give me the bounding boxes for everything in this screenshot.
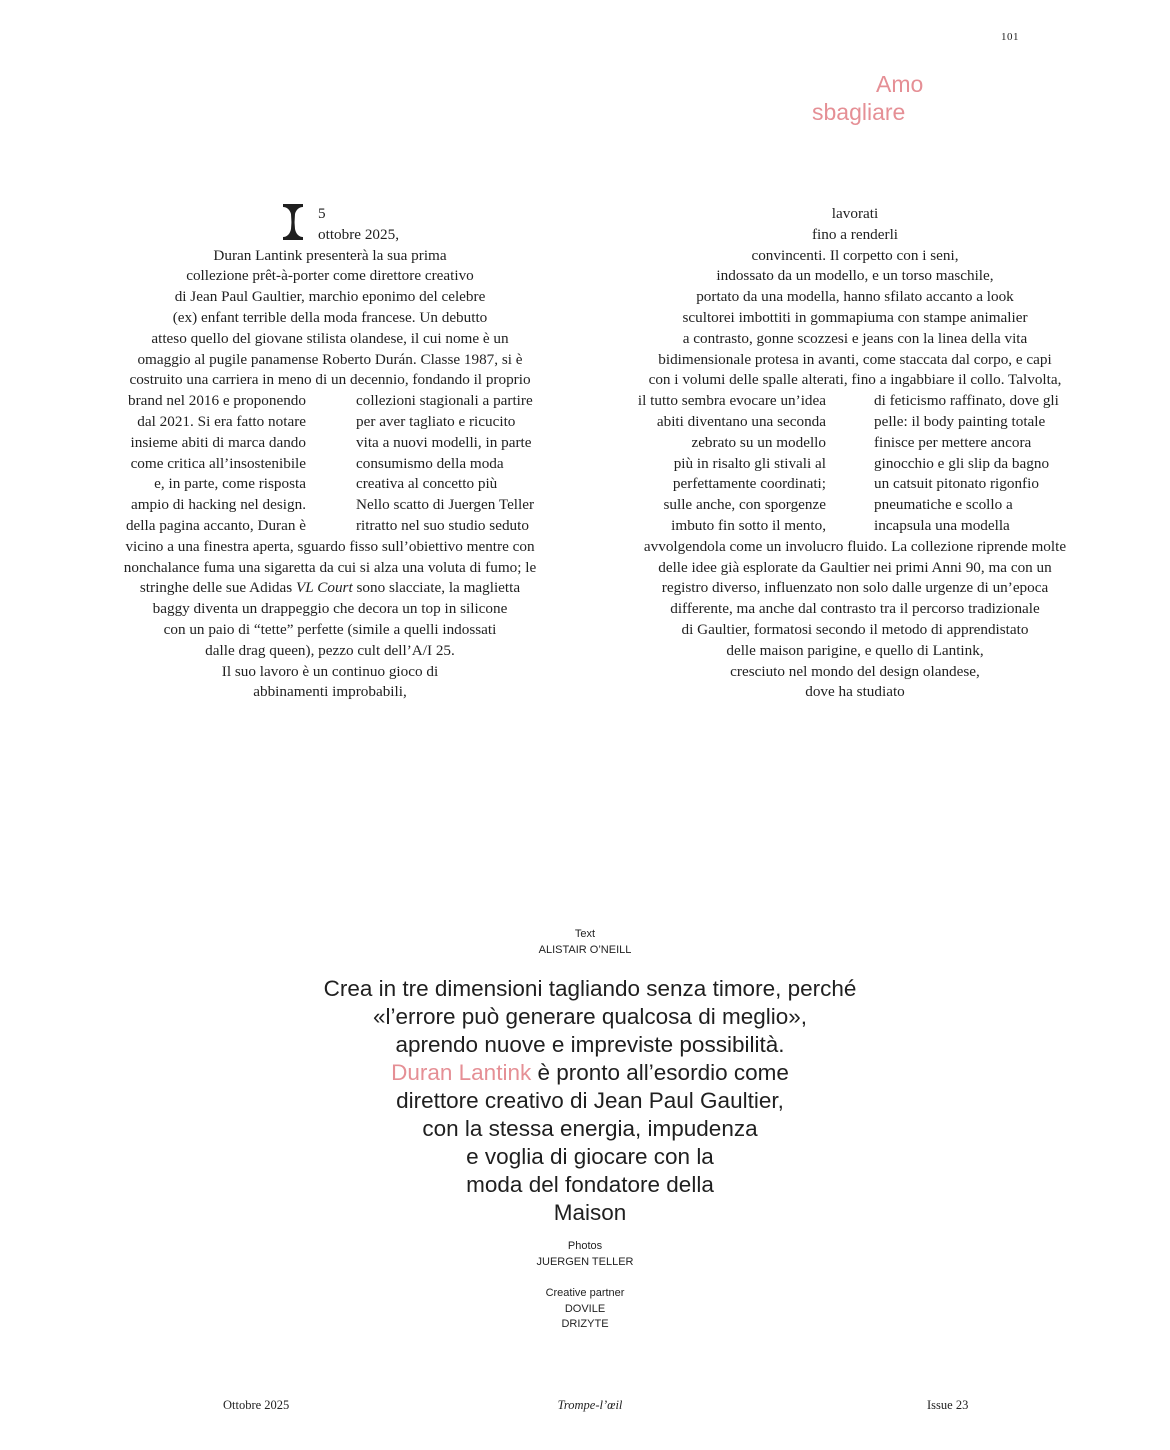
article-line: collezione prêt-à-porter come direttore creativo [186, 267, 474, 285]
article-line-segment: e, in parte, come risposta [154, 475, 306, 493]
article-line: indossato da un modello, e un torso maschile, [716, 267, 994, 285]
pull-quote-line: Crea in tre dimensioni tagliando senza timore, perché [323, 976, 857, 1001]
article-left-column [70, 204, 590, 703]
article-line: Il suo lavoro è un continuo gioco di [221, 662, 439, 680]
credit-creative-name-1: DOVILE [564, 1302, 606, 1315]
article-line: delle maison parigine, e quello di Lantink, [726, 641, 984, 659]
article-line: con un paio di “tette” perfette (simile a quelli indossati [163, 620, 497, 638]
pull-quote-line [235, 1059, 945, 1087]
article-line: costruito una carriera in meno di un decennio, fondando il proprio [129, 371, 531, 389]
credit-creative-partner [435, 1286, 735, 1333]
article-line [600, 454, 1110, 475]
article-line-segment: ampio di hacking nel design. [130, 496, 306, 514]
article-line-segment: per aver tagliato e ricucito [356, 412, 516, 430]
article-right-column [600, 204, 1110, 703]
pull-quote-line: aprendo nuove e impreviste possibilità. [395, 1032, 785, 1057]
article-line-segment: ritratto nel suo studio seduto [356, 516, 529, 534]
footer-magazine-title: Trompe-l’œil [557, 1398, 623, 1412]
pull-quote-line: con la stessa energia, impudenza [422, 1116, 758, 1141]
article-line [70, 516, 590, 537]
footer-issue: Issue 23 [927, 1398, 969, 1412]
article-line: avvolgendola come un involucro fluido. La collezione riprende molte [643, 537, 1067, 555]
article-line: atteso quello del giovane stilista olandese, il cui nome è un [151, 329, 509, 347]
pull-quote [235, 975, 945, 1227]
article-line [600, 474, 1110, 495]
article-line: omaggio al pugile panamense Roberto Durán. Classe 1987, si è [137, 350, 523, 368]
article-line-segment: pneumatiche e scollo a [874, 496, 1013, 514]
article-line: portato da una modella, hanno sfilato accanto a look [696, 288, 1014, 306]
credit-photos-name: JUERGEN TELLER [536, 1255, 634, 1268]
pull-quote-highlight-rest: è pronto all’esordio come [531, 1060, 789, 1085]
pull-quote-line: «l’errore può generare qualcosa di meglio», [372, 1004, 807, 1029]
article-line: lavorati [831, 205, 879, 222]
article-line-segment: brand nel 2016 e proponendo [128, 392, 306, 410]
article-line [70, 474, 590, 495]
article-line-segment: insieme abiti di marca dando [130, 433, 306, 451]
article-line [600, 516, 1110, 537]
article-line: dove ha studiato [805, 683, 905, 701]
credit-text-name: ALISTAIR O’NEILL [538, 943, 632, 956]
article-line-segment: un catsuit pitonato rigonfio [874, 475, 1039, 493]
article-line [600, 495, 1110, 516]
article-line-segment: Nello scatto di Juergen Teller [356, 496, 535, 514]
article-line-segment: di feticismo raffinato, dove gli [874, 392, 1059, 410]
footer-date: Ottobre 2025 [223, 1398, 290, 1412]
article-line-segment: perfettamente coordinati; [672, 475, 826, 493]
pull-quote-line: e voglia di giocare con la [466, 1144, 714, 1169]
article-line-segment: sulle anche, con sporgenze [663, 496, 826, 514]
article-line: abbinamenti improbabili, [253, 683, 407, 701]
article-line [70, 391, 590, 412]
article-line [70, 412, 590, 433]
article-line: nonchalance fuma una sigaretta da cui si alza una voluta di fumo; le [123, 558, 537, 576]
pull-quote-highlight: Duran Lantink [391, 1060, 532, 1085]
article-line: a contrasto, gonne scozzesi e jeans con la linea della vita [682, 329, 1028, 347]
article-line-segment: consumismo della moda [356, 454, 504, 472]
article-line: registro diverso, influenzato non solo dalle urgenze di un’epoca [661, 579, 1049, 597]
article-line: ottobre 2025, [318, 225, 399, 243]
article-line: 5 [318, 205, 326, 222]
credit-text-role: Text [574, 928, 596, 940]
article-line: di Gaultier, formatosi secondo il metodo di apprendistato [681, 620, 1029, 638]
article-line: bidimensionale protesa in avanti, come staccata dal corpo, e capi [658, 350, 1052, 368]
article-line [600, 433, 1110, 454]
pull-quote-line: Maison [553, 1200, 627, 1225]
article-line-segment: il tutto sembra evocare un’idea [637, 392, 826, 410]
article-line-segment: dal 2021. Si era fatto notare [137, 412, 306, 430]
article-line [600, 391, 1110, 412]
credit-creative-role: Creative partner [545, 1287, 625, 1299]
article-line: con i volumi delle spalle alterati, fino a ingabbiare il collo. Talvolta, [648, 371, 1062, 389]
article-line: convincenti. Il corpetto con i seni, [751, 246, 959, 264]
article-line: Duran Lantink presenterà la sua prima [213, 246, 447, 264]
article-line [600, 412, 1110, 433]
article-line-segment: più in risalto gli stivali al [673, 454, 826, 472]
article-line-segment: zebrato su un modello [691, 433, 826, 451]
article-line: delle idee già esplorate da Gaultier nei primi Anni 90, ma con un [658, 558, 1052, 576]
headline-line-2: sbagliare [812, 99, 906, 125]
article-line: cresciuto nel mondo del design olandese, [730, 662, 980, 680]
credit-photos [435, 1239, 735, 1270]
article-line: baggy diventa un drappeggio che decora un top in silicone [152, 600, 508, 618]
article-line-segment: vita a nuovi modelli, in parte [356, 433, 532, 451]
pull-quote-line: direttore creativo di Jean Paul Gaultier, [396, 1088, 784, 1113]
article-line: stringhe delle sue Adidas VL Court sono slacciate, la maglietta [139, 579, 521, 597]
article-line-segment: collezioni stagionali a partire [356, 392, 533, 410]
credit-creative-name-2: DRIZYTE [561, 1318, 609, 1330]
article-line-segment: della pagina accanto, Duran è [125, 516, 306, 534]
article-line: scultorei imbottiti in gommapiuma con stampe animalier [682, 308, 1028, 326]
article-line-segment: finisce per mettere ancora [874, 433, 1032, 451]
article-line-segment: come critica all’insostenibile [130, 454, 306, 472]
credit-text [435, 927, 735, 958]
article-line-segment: ginocchio e gli slip da bagno [874, 454, 1050, 472]
article-line-segment: incapsula una modella [874, 516, 1010, 534]
page-number: 101 [1001, 31, 1019, 43]
article-line-segment: abiti diventano una seconda [656, 412, 826, 430]
article-line: di Jean Paul Gaultier, marchio eponimo del celebre [174, 288, 486, 306]
article-line-segment: imbuto fin sotto il mento, [671, 516, 826, 534]
article-line-segment: creativa al concetto più [356, 475, 498, 493]
article-line: (ex) enfant terrible della moda francese. Un debutto [172, 308, 488, 326]
article-line [70, 433, 590, 454]
article-line [70, 495, 590, 516]
pull-quote-line: moda del fondatore della [466, 1172, 714, 1197]
article-line: vicino a una finestra aperta, sguardo fisso sull’obiettivo mentre con [125, 537, 535, 555]
article-line-segment: pelle: il body painting totale [874, 412, 1046, 430]
headline-line-1: Amo [876, 71, 924, 97]
article-line [70, 454, 590, 475]
article-line: differente, ma anche dal contrasto tra il percorso tradizionale [670, 600, 1040, 618]
credit-photos-role: Photos [567, 1240, 603, 1252]
article-line: dalle drag queen), pezzo cult dell’A/I 25. [205, 641, 455, 659]
article-line: fino a renderli [811, 225, 899, 243]
